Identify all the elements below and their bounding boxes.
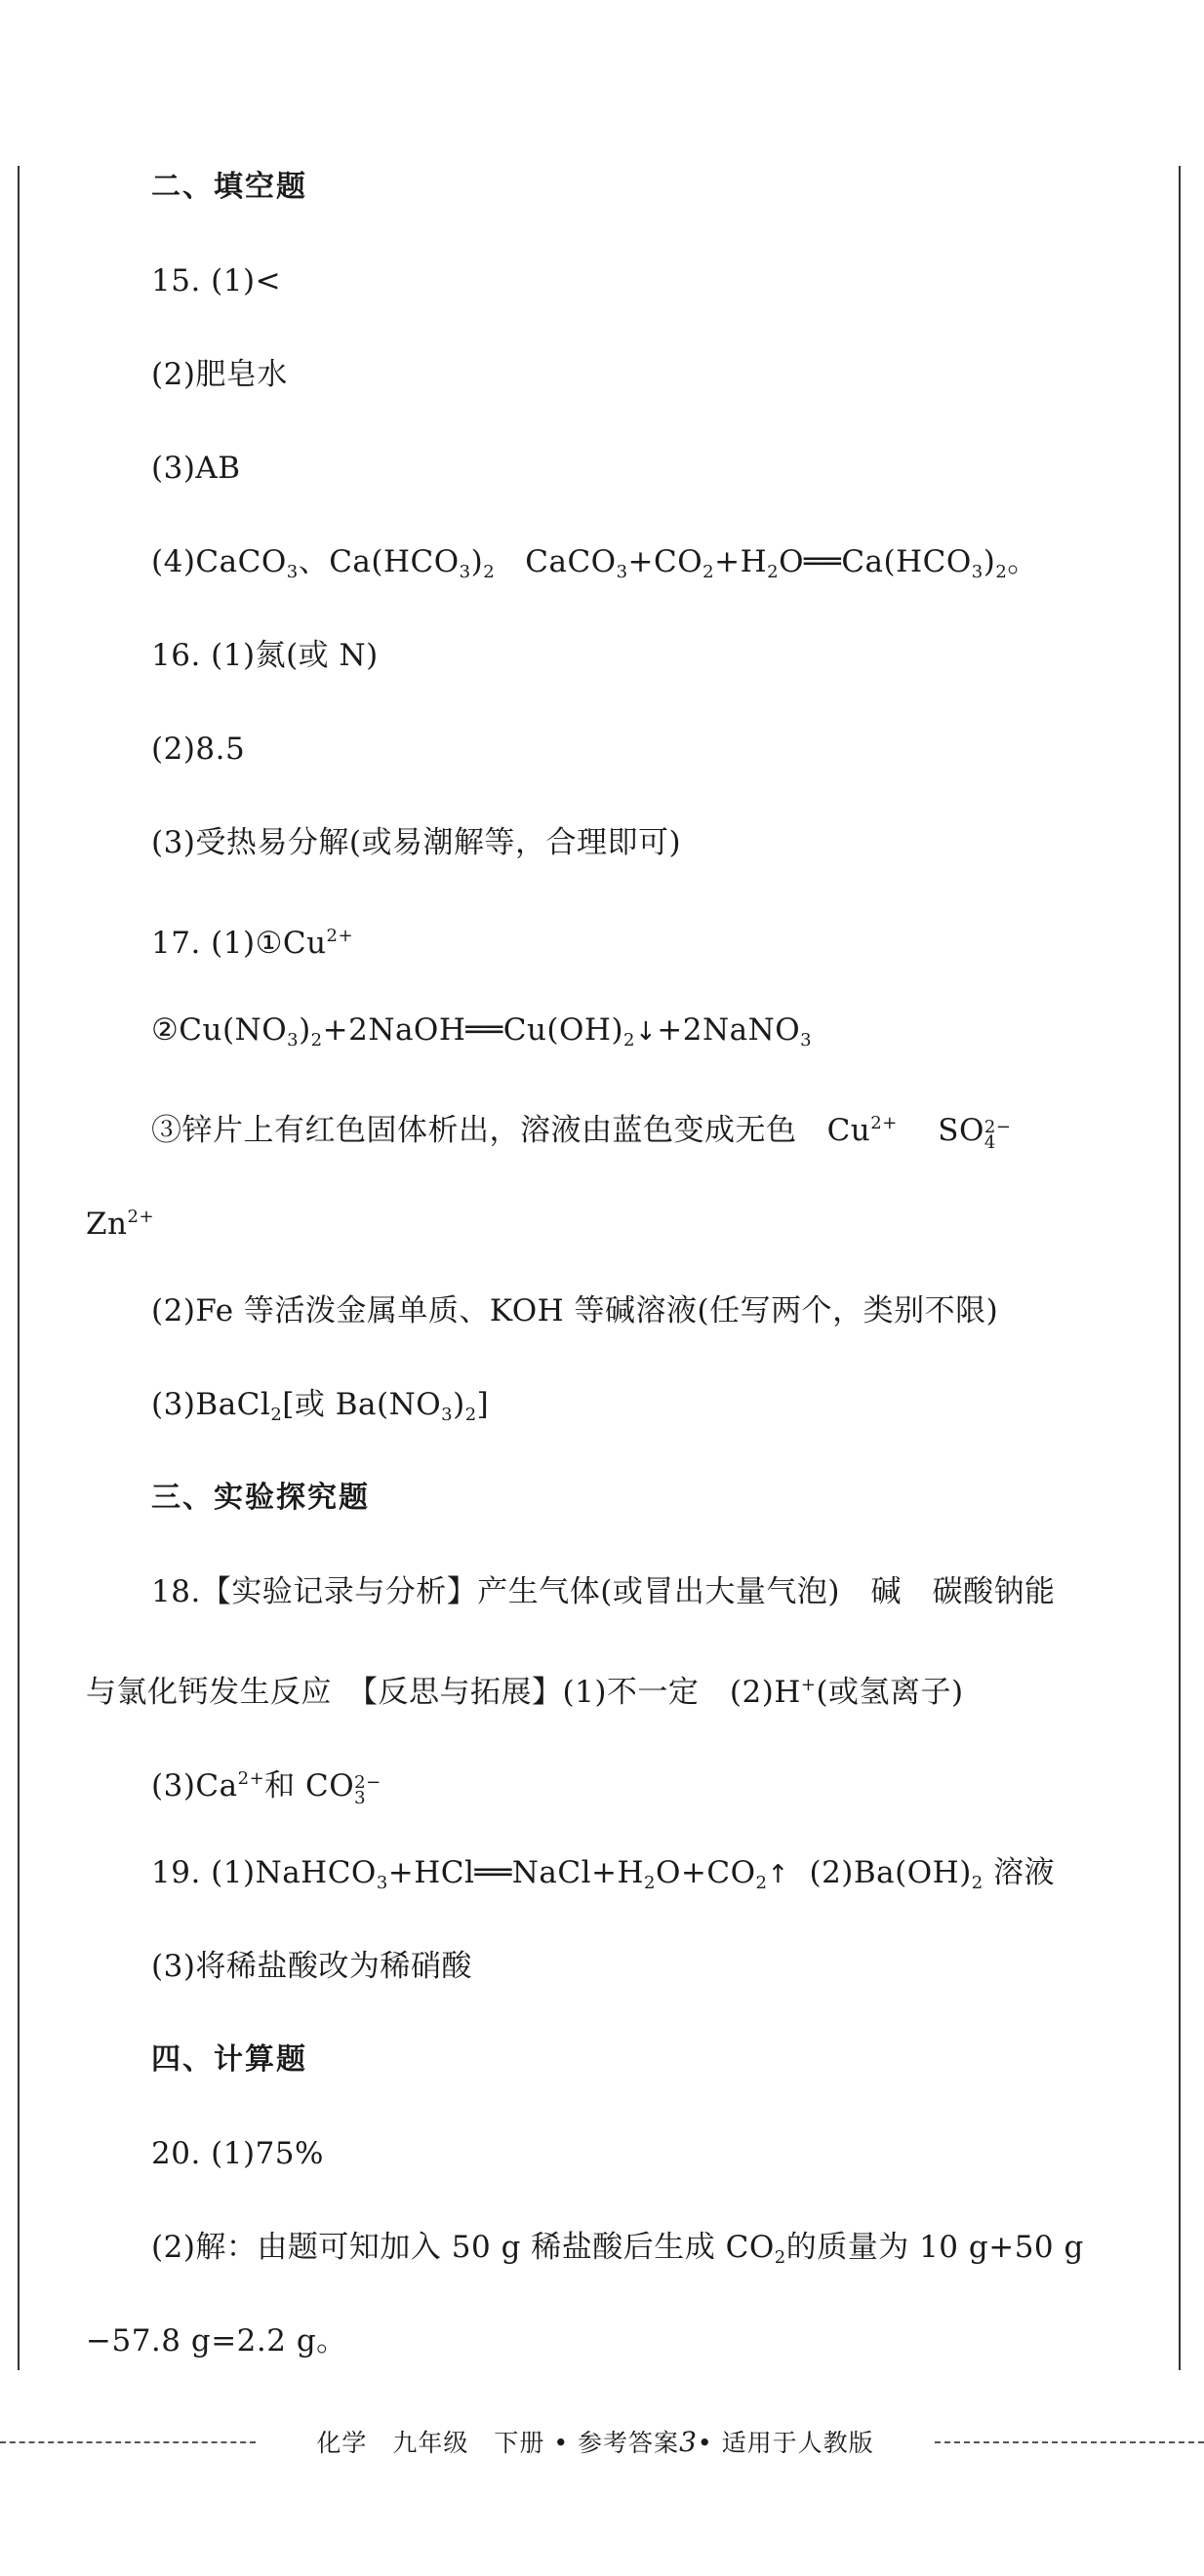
q15-part1: 15. (1)<	[151, 263, 282, 298]
q15-part2: (2)肥皂水	[151, 357, 288, 392]
footer-dashed-rule-right	[935, 2441, 1204, 2443]
q20-part1: 20. (1)75%	[151, 2136, 324, 2171]
section-heading-experiment: 三、实验探究题	[151, 1481, 370, 1515]
reaction-equals-sign: ══	[465, 1012, 503, 1048]
q17-equation: $②Cu(NO_3)_2+2NaOH══Cu(OH)_2↓+2NaNO_3$	[151, 1012, 813, 1050]
q17-part1: 17. $(1)①Cu^{2+}$	[151, 926, 354, 961]
q17-part3: (3)BaCl$_2$[或 $Ba(NO_3)_2$]	[151, 1387, 490, 1425]
section-heading-fill-in: 二、填空题	[151, 170, 307, 204]
page-number: 3	[679, 2426, 698, 2458]
q18-line2: 与氯化钙发生反应 【反思与拓展】(1)不一定 (2)H+(或氢离子)	[86, 1675, 964, 1710]
q19-part3: (3)将稀盐酸改为稀硝酸	[151, 1949, 472, 1984]
footer-dashed-rule-left	[0, 2441, 256, 2443]
q19-line1: 19. $(1)NaHCO_3+HCl══NaCl+H_2O+CO_2↑$ $(2)Ba(OH)_2$ 溶液	[151, 1855, 1056, 1893]
page-footer	[0, 2422, 1204, 2461]
q17-observation-cont: $Zn^{2+}$	[86, 1207, 155, 1242]
right-margin-line	[1179, 166, 1181, 2370]
reaction-equals-sign: ══	[474, 1855, 512, 1890]
q18-part3: $(3)Ca^{2+}$和 CO 2− 3	[151, 1768, 381, 1808]
q16-part2: (2)8.5	[151, 732, 246, 767]
q16-part3: (3)受热易分解(或易潮解等，合理即可)	[151, 825, 682, 860]
left-margin-line	[18, 166, 20, 2370]
q18-line1: 18.【实验记录与分析】产生气体(或冒出大量气泡) 碱 碳酸钠能	[151, 1574, 1056, 1609]
q16-part1: 16. (1)氮(或 N)	[151, 638, 379, 673]
q20-part2-cont: −57.8 g=2.2 g。	[86, 2323, 347, 2358]
q20-part2: (2)解：由题可知加入 50 g 稀盐酸后生成 $CO_2$的质量为 10 g+50 g	[151, 2230, 1084, 2268]
footer-text: 化学 九年级 下册 • 参考答案3• 适用于人教版	[316, 2426, 874, 2458]
q17-observation: ③锌片上有红色固体析出，溶液由蓝色变成无色 $Cu^{2+}$ SO 2− 4	[151, 1113, 1012, 1153]
reaction-equals-sign: ══	[804, 544, 842, 579]
q15-part3: (3)AB	[151, 451, 241, 486]
section-heading-calculation: 四、计算题	[151, 2042, 307, 2077]
q15-part4: (4)CaCO$_3$、$Ca(HCO_3)_2$ $CaCO_3+CO_2+H_2O══Ca(HCO_3)_2$。	[151, 544, 1038, 582]
q17-part2: (2)Fe 等活泼金属单质、KOH 等碱溶液(任写两个，类别不限)	[151, 1293, 999, 1328]
